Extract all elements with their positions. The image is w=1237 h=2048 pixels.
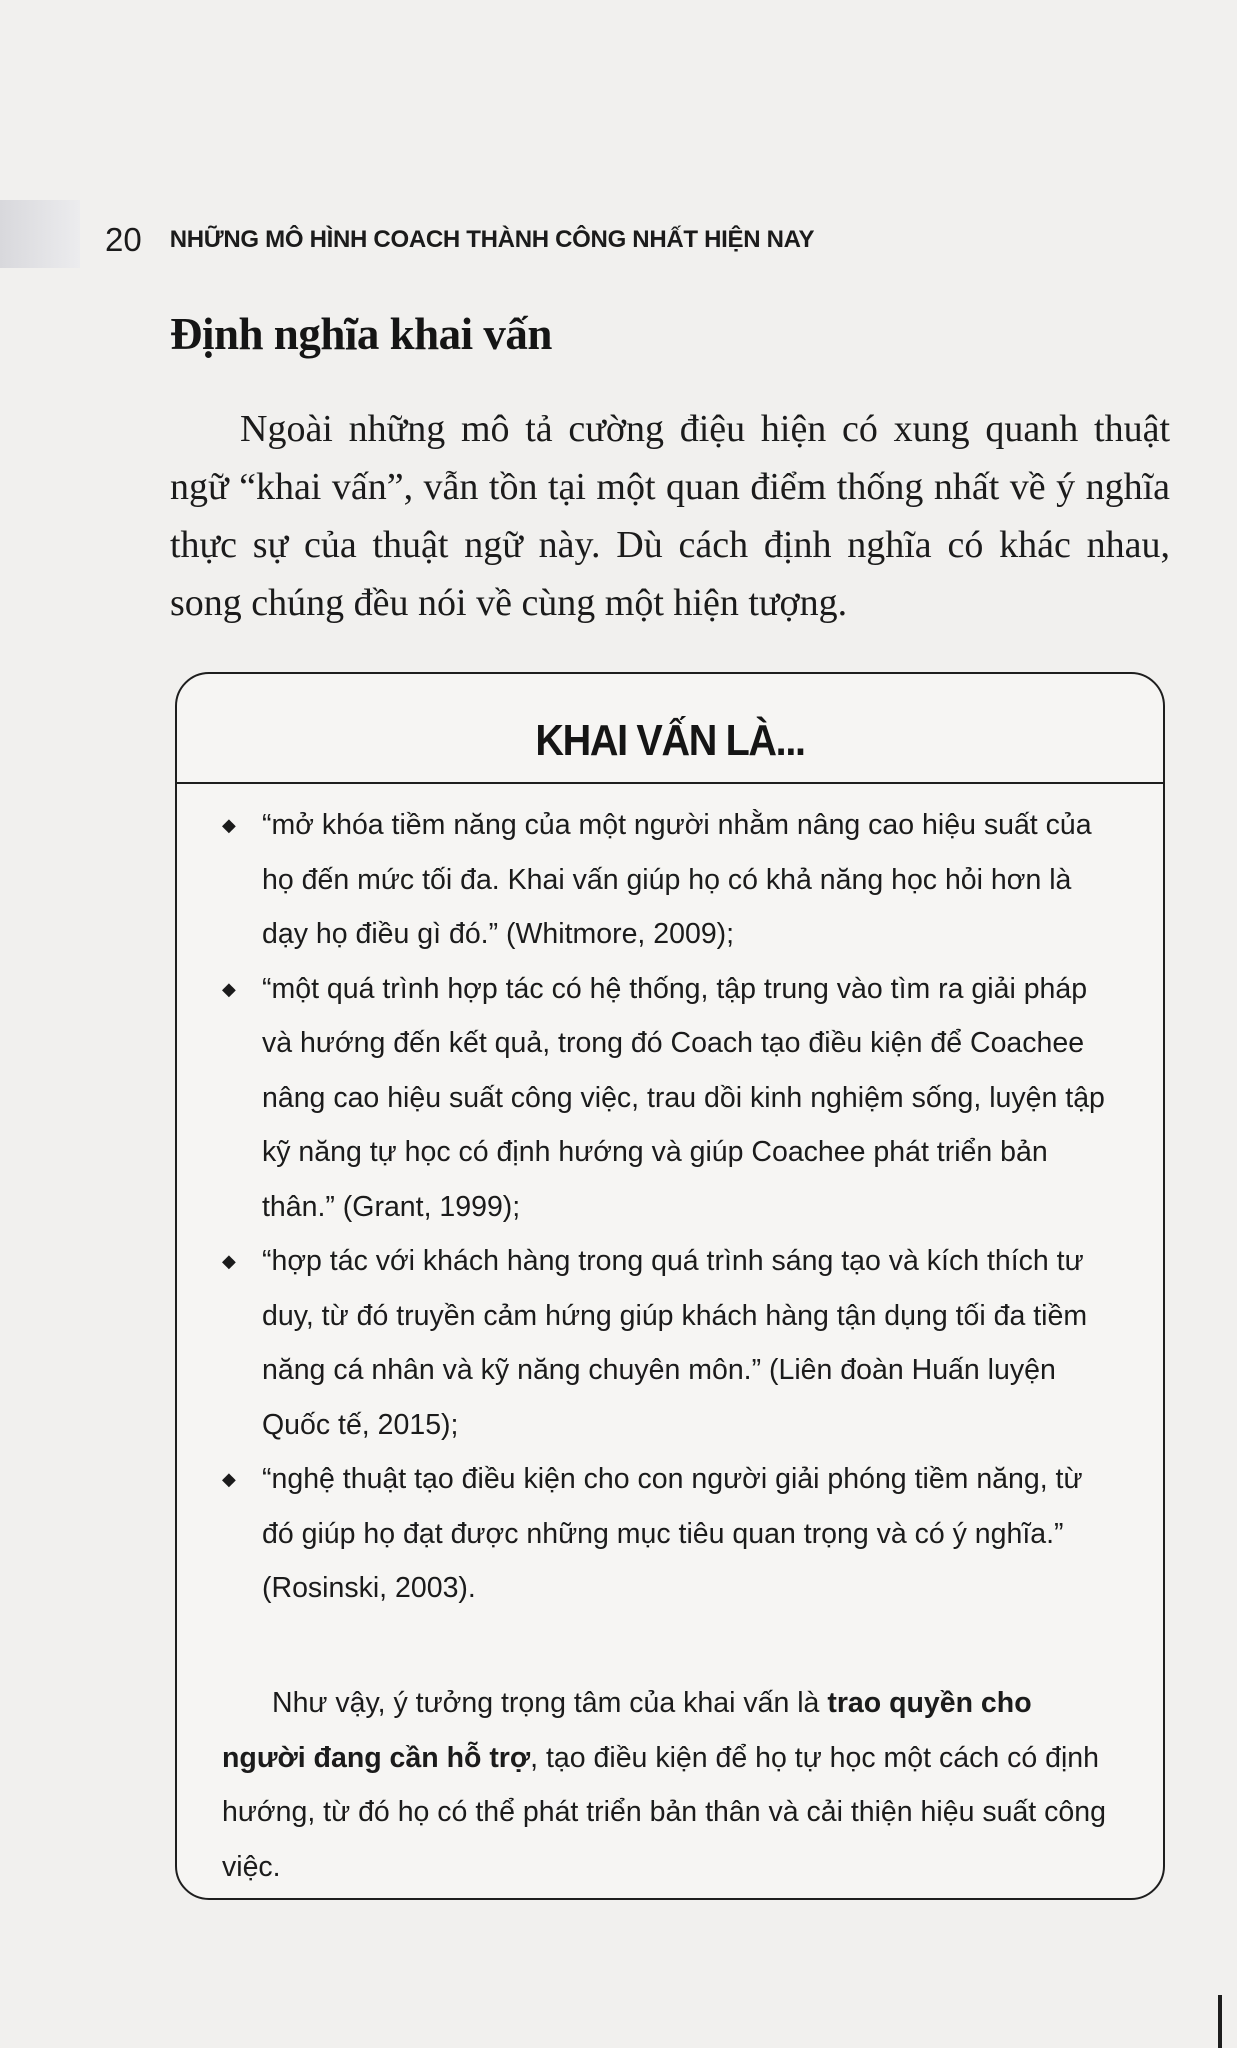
- definition-text: “mở khóa tiềm năng của một người nhằm nâng cao hiệu suất của họ đến mức tối đa. Khai vấn giúp họ có khả năng học hỏi hơn là dạy họ điều gì đó.” (Whitmore, 2009);: [262, 809, 1092, 950]
- running-header: [105, 215, 814, 265]
- summary-emphasis: trao quyền cho người đang cần hỗ trợ: [222, 1687, 1032, 1774]
- list-item: [222, 798, 1107, 962]
- diamond-bullet-icon: ◆: [222, 1469, 236, 1489]
- list-item: [222, 962, 1107, 1235]
- running-title: NHỮNG MÔ HÌNH COACH THÀNH CÔNG NHẤT HIỆN NAY: [169, 226, 815, 253]
- box-title: KHAI VẤN LÀ...: [535, 716, 805, 765]
- page-number: 20: [105, 221, 142, 258]
- section-heading: Định nghĩa khai vấn: [170, 309, 552, 359]
- diamond-bullet-icon: ◆: [222, 978, 236, 999]
- intro-paragraph: Ngoài những mô tả cường điệu hiện có xung quanh thuật ngữ “khai vấn”, vẫn tồn tại một quan điểm thống nhất về ý nghĩa thực sự của thuật ngữ này. Dù cách định nghĩa có khác nhau, song chúng đều nói về cùng một hiện tượng.: [170, 408, 1170, 624]
- page-edge-tab: [0, 200, 80, 268]
- list-item: [222, 1234, 1107, 1452]
- diamond-bullet-icon: ◆: [222, 815, 236, 835]
- summary-rest: , tạo điều kiện để họ tự học một cách có định hướng, từ đó họ có thể phát triển bản thân và cải thiện hiệu suất công việc.: [222, 1741, 1106, 1883]
- list-item: [222, 1452, 1107, 1616]
- summary-lead: Như vậy, ý tưởng trọng tâm của khai vấn là: [272, 1687, 828, 1719]
- definition-box: [175, 672, 1165, 1900]
- definition-text: “nghệ thuật tạo điều kiện cho con người giải phóng tiềm năng, từ đó giúp họ đạt được những mục tiêu quan trọng và có ý nghĩa.” (Rosinski, 2003).: [262, 1463, 1083, 1604]
- definition-text: “hợp tác với khách hàng trong quá trình sáng tạo và kích thích tư duy, từ đó truyền cảm hứng giúp khách hàng tận dụng tối đa tiềm năng cá nhân và kỹ năng chuyên môn.” (Liên đoàn Huấn luyện Quốc tế, 2015);: [262, 1245, 1088, 1441]
- definition-text: “một quá trình hợp tác có hệ thống, tập trung vào tìm ra giải pháp và hướng đến kết quả, trong đó Coach tạo điều kiện để Coachee nâng cao hiệu suất công việc, trau dồi kinh nghiệm sống, luyện tập kỹ năng tự học có định hướng và giúp Coachee phát triển bản thân.” (Grant, 1999);: [262, 972, 1105, 1223]
- summary-paragraph: [222, 1676, 1107, 1894]
- diamond-bullet-icon: ◆: [222, 1251, 236, 1271]
- definition-list: [222, 798, 1107, 1616]
- page-edge-mark: [1218, 1995, 1222, 2048]
- box-divider: [177, 782, 1163, 784]
